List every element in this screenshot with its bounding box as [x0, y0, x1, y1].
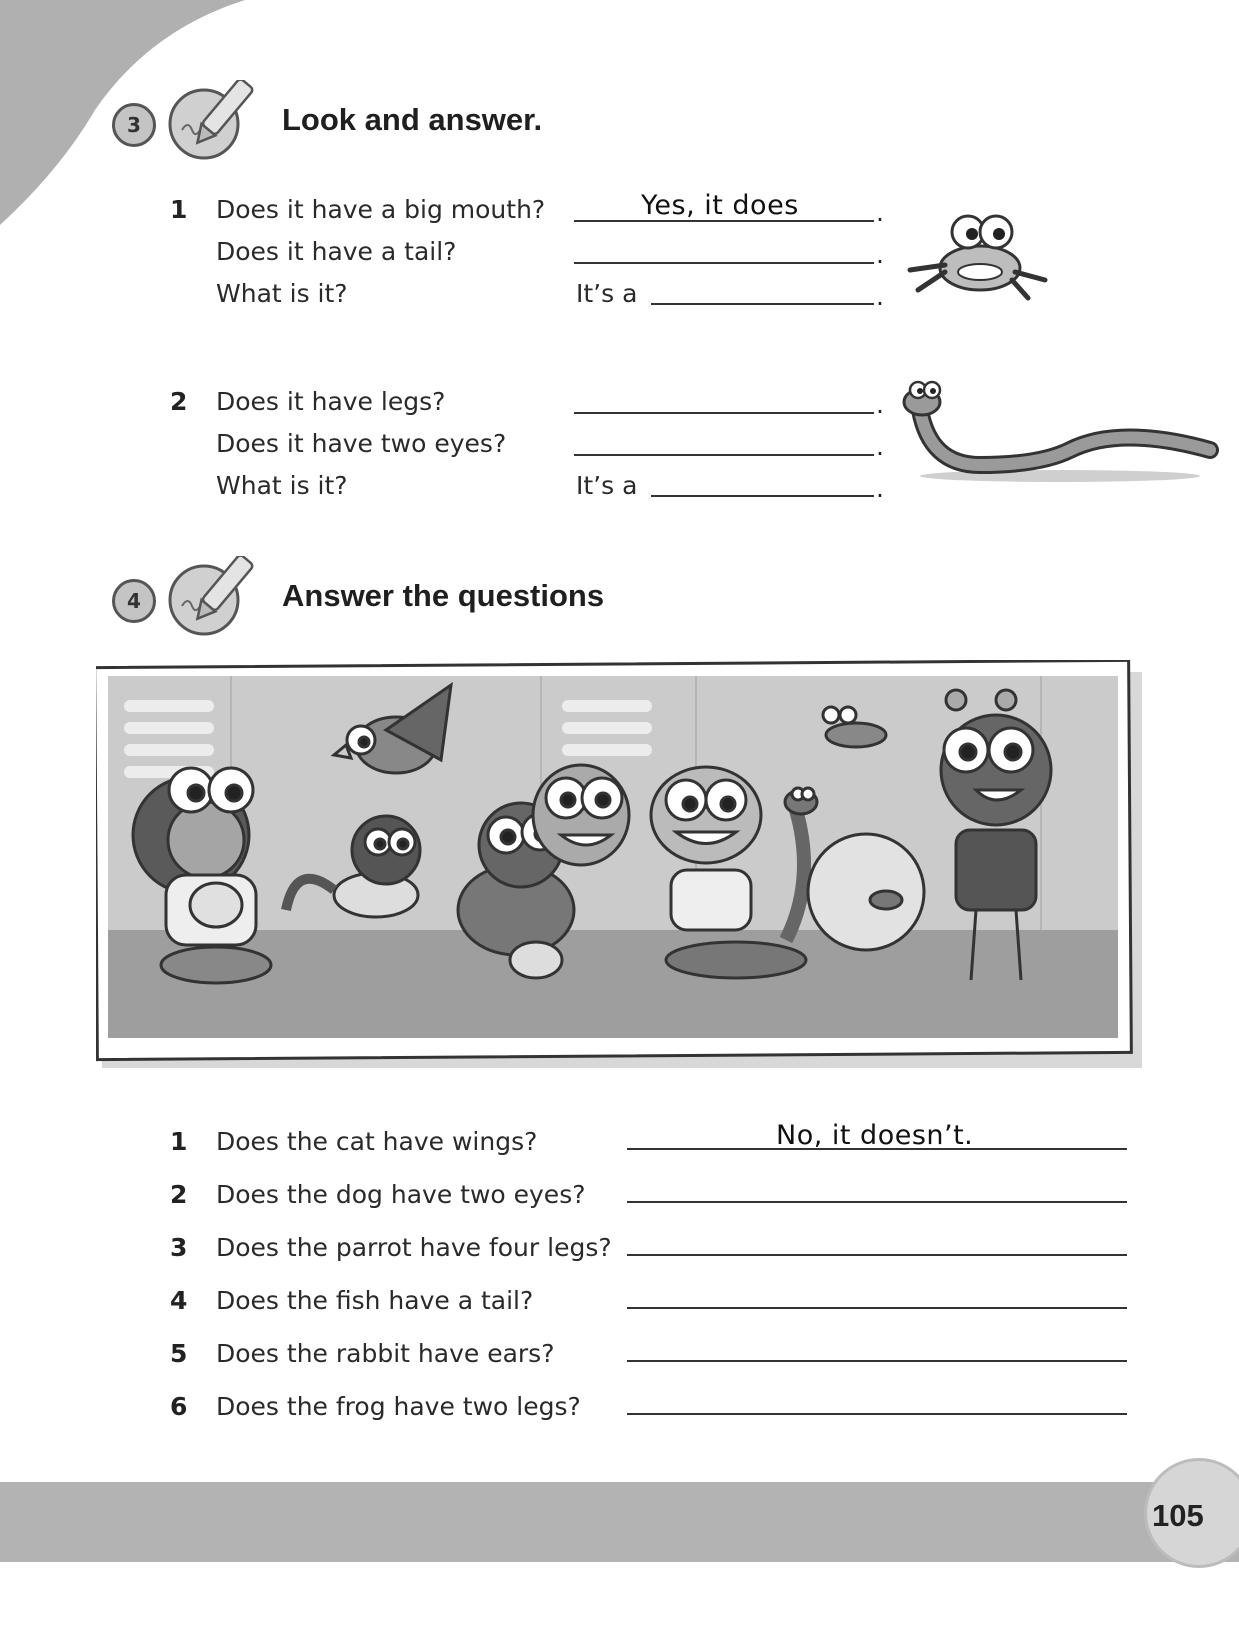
answer-line[interactable]	[627, 1254, 1127, 1256]
answer-line[interactable]	[574, 262, 874, 264]
question-number: 2	[170, 1180, 188, 1209]
period: .	[876, 198, 884, 227]
exercise-number-badge: 3	[112, 103, 156, 147]
answer-line[interactable]	[627, 1201, 1127, 1203]
its-a-label: It’s a	[576, 471, 638, 500]
example-answer: Yes, it does	[641, 190, 799, 221]
footer-bar	[0, 1482, 1239, 1562]
answer-line[interactable]	[627, 1413, 1127, 1415]
period: .	[876, 282, 884, 311]
answer-line[interactable]	[651, 495, 874, 497]
answer-line[interactable]	[651, 303, 874, 305]
question-text: Does the fish have a tail?	[216, 1286, 534, 1315]
frog-picture	[900, 210, 1060, 310]
period: .	[876, 390, 884, 419]
classroom-scene-picture	[96, 660, 1146, 1070]
question-text: Does the dog have two eyes?	[216, 1180, 586, 1209]
question-text: Does it have two eyes?	[216, 429, 507, 458]
period: .	[876, 240, 884, 269]
question-number: 6	[170, 1392, 188, 1421]
question-text: Does it have legs?	[216, 387, 446, 416]
answer-line[interactable]	[574, 412, 874, 414]
answer-line[interactable]	[574, 454, 874, 456]
exercise-number-badge: 4	[112, 579, 156, 623]
question-text: Does the frog have two legs?	[216, 1392, 581, 1421]
question-number: 3	[170, 1233, 188, 1262]
question-text: What is it?	[216, 279, 348, 308]
period: .	[876, 432, 884, 461]
question-text: Does it have a tail?	[216, 237, 457, 266]
question-text: Does it have a big mouth?	[216, 195, 546, 224]
period: .	[876, 474, 884, 503]
exercise-3-header	[112, 80, 543, 170]
question-text: What is it?	[216, 471, 348, 500]
its-a-label: It’s a	[576, 279, 638, 308]
question-number: 4	[170, 1286, 188, 1315]
question-number: 2	[170, 387, 188, 416]
pencil-write-icon	[162, 80, 282, 170]
question-text: Does the parrot have four legs?	[216, 1233, 612, 1262]
exercise-4-title: Answer the questions	[282, 578, 605, 613]
example-answer: No, it doesn’t.	[776, 1120, 974, 1151]
question-number: 1	[170, 1127, 188, 1156]
question-text: Does the rabbit have ears?	[216, 1339, 555, 1368]
question-text: Does the cat have wings?	[216, 1127, 538, 1156]
question-number: 5	[170, 1339, 188, 1368]
pencil-write-icon	[162, 556, 282, 646]
question-number: 1	[170, 195, 188, 224]
exercise-3-title: Look and answer.	[282, 102, 543, 137]
answer-line[interactable]	[627, 1360, 1127, 1362]
exercise-4-header	[112, 556, 605, 646]
page-number: 105	[1152, 1498, 1204, 1533]
answer-line[interactable]	[627, 1307, 1127, 1309]
snake-picture	[890, 380, 1220, 490]
